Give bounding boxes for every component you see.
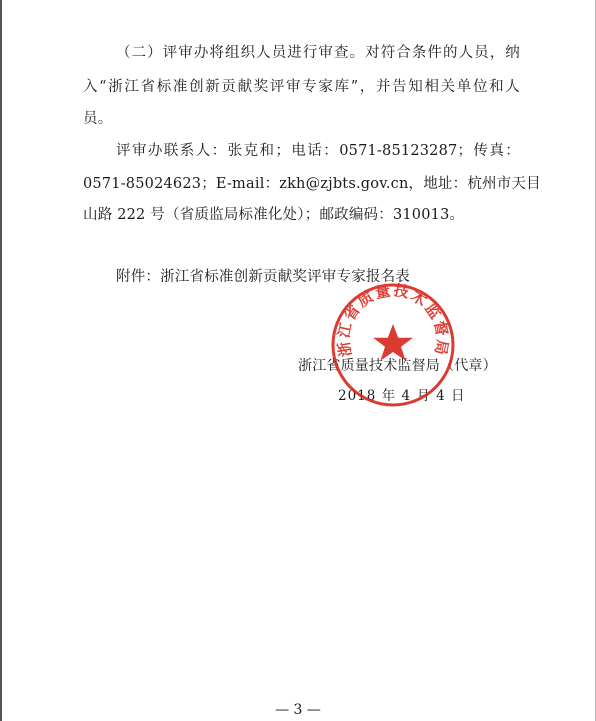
page-number: — 3 —: [275, 702, 321, 718]
signature-org: 浙江省质量技术监督局（代章）: [298, 358, 497, 374]
seal-star-icon: [373, 324, 413, 361]
paragraph-1-line-2: 入“浙江省标准创新贡献奖评审专家库”，并告知相关单位和人: [83, 79, 520, 95]
paragraph-1-line-3: 员。: [83, 111, 113, 127]
paragraph-1-line-1: （二）评审办将组织人员进行审查。对符合条件的人员，纳: [116, 45, 520, 61]
paragraph-2-line-2: 0571-85024623；E-mail：zkh@zjbts.gov.cn，地址：杭州市天目: [83, 176, 541, 192]
page-left-edge: [0, 0, 2, 721]
signature-date: 2018 年 4 月 4 日: [338, 388, 466, 404]
paragraph-2-line-1: 评审办联系人：张克和；电话：0571-85123287；传真：: [116, 143, 520, 159]
paragraph-2-line-3: 山路 222 号（省质监局标准化处）；邮政编码：310013。: [83, 207, 465, 223]
attachment-line: 附件：浙江省标准创新贡献奖评审专家报名表: [116, 269, 410, 285]
seal-text-path: 浙江省质量技术监督局: [334, 282, 452, 359]
official-seal: [330, 282, 456, 408]
